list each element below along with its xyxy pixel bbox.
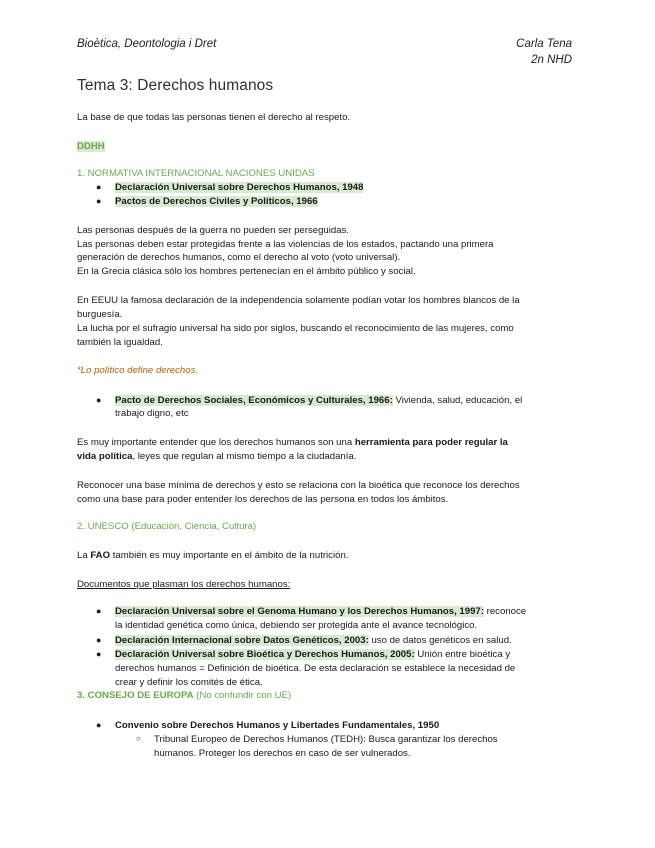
doc3-bold: Declaración Universal sobre Bioética y Derechos Humanos, 2005: [115, 649, 415, 660]
para1-line3: generación de derechos humanos, como el derecho al voto (voto universal). [77, 252, 401, 263]
section2-heading: 2. UNESCO (Educación, Ciencia, Cultura) [77, 521, 257, 532]
doc3-line1 [115, 648, 510, 662]
pact-item-rest: Vivienda, salud, educación, el [392, 395, 523, 406]
bullet-icon: ● [96, 395, 102, 405]
section1-item-1 [115, 181, 363, 195]
doc2-bold: Declaración Internacional sobre Datos Genéticos, 2003: [115, 635, 369, 646]
section3-sub-line1: Tribunal Europeo de Derechos Humanos (TEDH): Busca garantizar los derechos [154, 734, 498, 745]
bullet-icon: ● [96, 635, 102, 645]
doc1-rest: reconoce [483, 606, 527, 617]
para3-line1 [77, 436, 508, 450]
header-group: 2n NHD [531, 54, 572, 66]
para2-line4: también la igualdad. [77, 337, 163, 348]
section3-heading [77, 690, 291, 701]
para3-rest: , leyes que regulan al mismo tiempo a la ciudadanía. [132, 451, 357, 462]
bullet-icon: ● [96, 182, 102, 192]
para3-bold-2: vida política [77, 451, 133, 462]
intro-text: La base de que todas las personas tienen el derecho al respeto. [77, 112, 351, 123]
fao-rest: también es muy importante en el ámbito de la nutrición. [110, 550, 349, 561]
para2-line1: En EEUU la famosa declaración de la independencia solamente podían votar los hombres blancos de la [77, 295, 520, 306]
bullet-icon: ● [96, 720, 102, 730]
para3-bold: herramienta para poder regular la [354, 437, 508, 448]
bullet-icon: ● [96, 196, 102, 206]
pact-item-line1 [115, 394, 522, 408]
pact-item-line2: trabajo digno, etc [115, 408, 189, 419]
political-note: *Lo político define derechos. [77, 365, 199, 376]
para4-line2: como una base para poder entender los derechos de las persona en todos los ámbitos. [77, 494, 449, 505]
para3-line2 [77, 450, 356, 464]
section1-heading: 1. NORMATIVA INTERNACIONAL NACIONES UNIDAS [77, 168, 315, 179]
fao-bold: FAO [90, 550, 111, 561]
doc1-line2: la identidad genética como única, debiendo ser protegida ante el avance tecnológico. [115, 620, 478, 631]
page-title: Tema 3: Derechos humanos [77, 77, 274, 94]
doc3-rest: Unión entre bioética y [414, 649, 511, 660]
para3-pre: Es muy importante entender que los derechos humanos son una [77, 437, 355, 448]
fao-pre: La [77, 550, 91, 561]
bullet-icon: ● [96, 649, 102, 659]
para1-line2: Las personas deben estar protegidas frente a las violencias de los estados, pactando una primera [77, 239, 494, 250]
pact-item-bold: Pacto de Derechos Sociales, Económicos y Culturales, 1966: [115, 395, 393, 406]
section1-item-2-text: Pactos de Derechos Civiles y Políticos, 1966 [115, 196, 318, 207]
para1-line1: Las personas después de la guerra no pueden ser perseguidas. [77, 225, 350, 236]
section3-item: Convenio sobre Derechos Humanos y Libertades Fundamentales, 1950 [115, 720, 440, 731]
doc2-line1 [115, 634, 512, 648]
section1-item-2 [115, 195, 318, 209]
section3-sub-line2: humanos. Proteger los derechos en caso de ser vulnerados. [154, 748, 411, 759]
para2-line3: La lucha por el sufragio universal ha sido por siglos, buscando el reconocimiento de las mujeres, como [77, 323, 514, 334]
ddhh-label [77, 140, 105, 154]
circle-bullet-icon: ○ [136, 734, 141, 743]
bullet-icon: ● [96, 606, 102, 616]
doc1-line1 [115, 605, 526, 619]
ddhh-label-text: DDHH [77, 141, 105, 152]
section3-heading-bold: 3. CONSEJO DE EUROPA [77, 690, 194, 701]
para4-line1: Reconocer una base mínima de derechos y esto se relaciona con la bioética que reconoce los derechos [77, 480, 520, 491]
doc3-line2: derechos humanos = Definición de bioética. De esta declaración se establece la necesidad de [115, 663, 516, 674]
section3-heading-rest: (No confundir con UE) [193, 690, 292, 701]
header-author: Carla Tena [516, 38, 572, 50]
header-course: Bioètica, Deontologia i Dret [77, 38, 217, 50]
doc1-bold: Declaración Universal sobre el Genoma Humano y los Derechos Humanos, 1997: [115, 606, 484, 617]
fao-line [77, 549, 348, 563]
docs-heading: Documentos que plasman los derechos humanos: [77, 579, 291, 590]
doc3-line3: crear y definir los comités de ética. [115, 677, 263, 688]
doc2-rest: uso de datos genéticos en salud. [368, 635, 512, 646]
section1-item-1-text: Declaración Universal sobre Derechos Humanos, 1948 [115, 182, 364, 193]
para1-line4: En la Grecia clásica sólo los hombres pertenecían en el ámbito público y social. [77, 266, 416, 277]
para2-line2: burguesía. [77, 309, 123, 320]
